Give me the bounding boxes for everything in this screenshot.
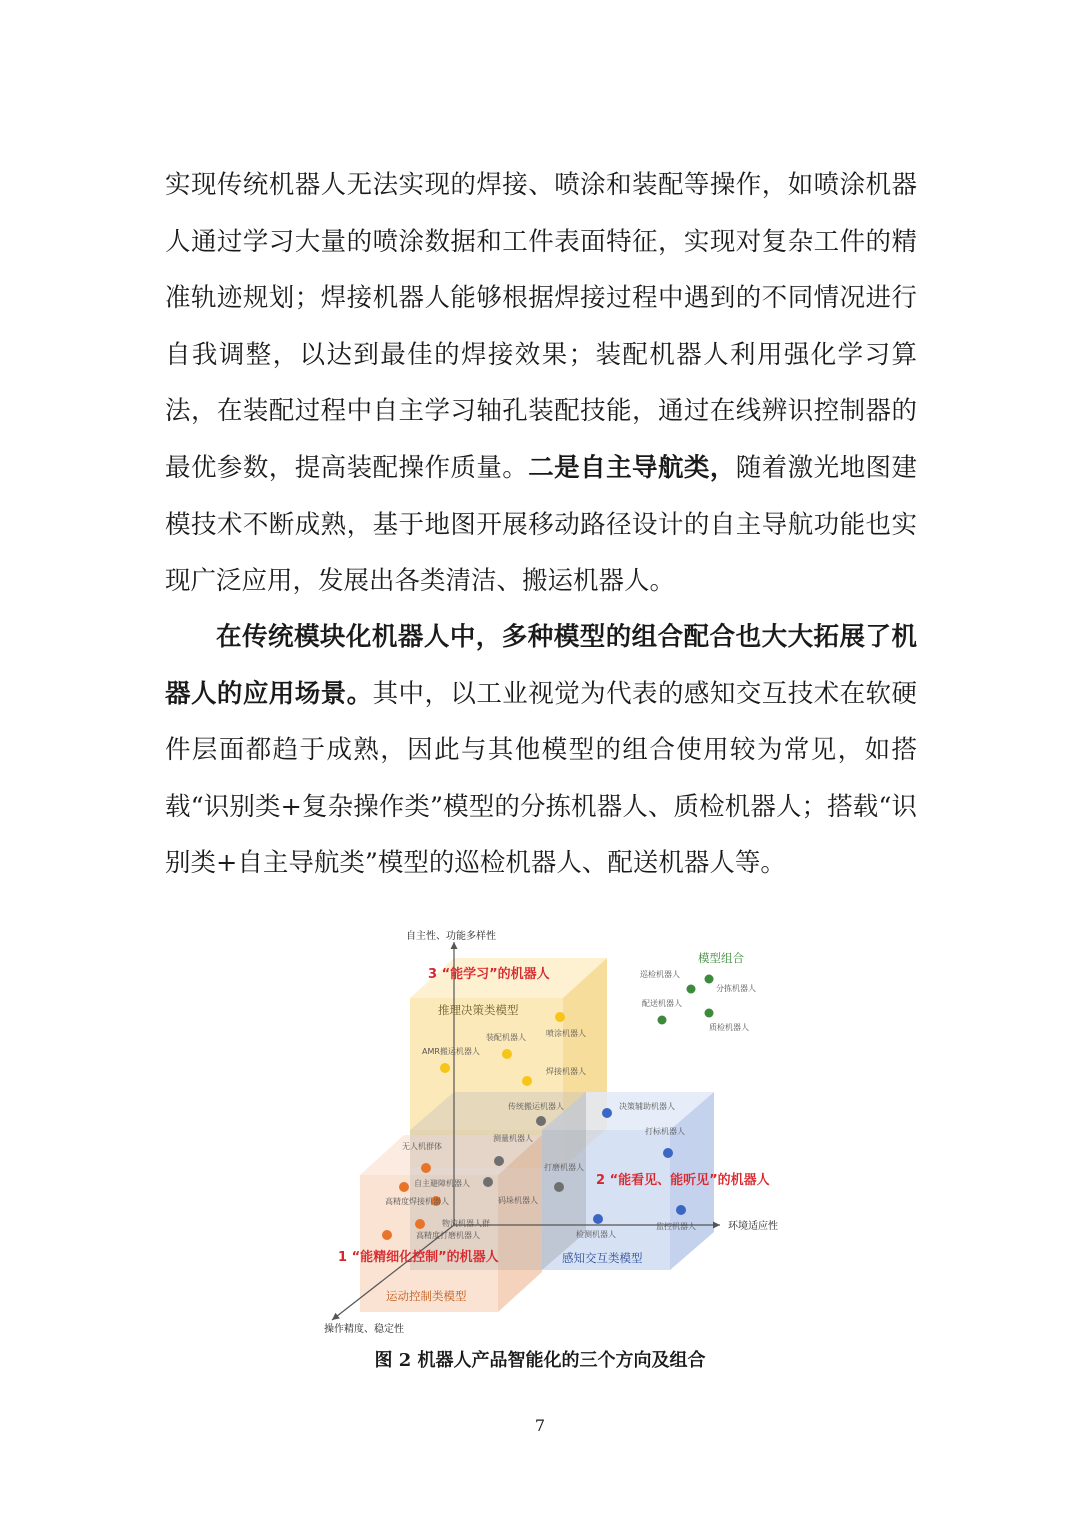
- orange-label: 物流机器人群: [442, 1219, 490, 1228]
- orange-label: 高精度打磨机器人: [416, 1231, 480, 1240]
- body-paragraph-2: [165, 609, 917, 892]
- horizontal-axis-label: 环境适应性: [728, 1221, 778, 1232]
- green-point: [687, 985, 696, 994]
- gray-label: 测量机器人: [493, 1134, 533, 1143]
- blue-label: 监控机器人: [656, 1222, 696, 1231]
- green-label: 分拣机器人: [716, 984, 756, 993]
- green-label: 配送机器人: [642, 999, 682, 1008]
- yellow-label: 焊接机器人: [546, 1067, 586, 1076]
- green-label: 巡检机器人: [640, 970, 680, 979]
- paragraph-2-bold: 在传统模块化机器人中，多种模型的组合配合也大大拓展了机器人的应用场景。: [165, 622, 917, 709]
- box-2-title: 2 “能看见、能听见”的机器人: [596, 1173, 770, 1188]
- paragraph-1-text: 实现传统机器人无法实现的焊接、喷涂和装配等操作，如喷涂机器人通过学习大量的喷涂数据和工件表面特征，实现对复杂工件的精准轨迹规划；焊接机器人能够根据焊接过程中遇到的不同情况进行自我调整，以达到最佳的焊接效果；装配机器人利用强化学习算法，在装配过程中自主学习轴孔装配技能，通过在线辨识控制器的最优参数，提高装配操作质量。: [165, 170, 917, 483]
- green-points: [640, 969, 756, 1032]
- green-label: 质检机器人: [709, 1023, 749, 1032]
- yellow-label: AMR搬运机器人: [422, 1047, 480, 1056]
- paragraph-1-text-end: 随着激光地图建模技术不断成熟，基于地图开展移动路径设计的自主导航功能也实现广泛应用，发展出各类清洁、搬运机器人。: [165, 452, 917, 597]
- yellow-point: [555, 1012, 565, 1022]
- gray-point: [494, 1156, 504, 1166]
- gray-label: 传统搬运机器人: [508, 1102, 564, 1111]
- box-1-model: 运动控制类模型: [386, 1289, 467, 1303]
- figure-caption: 图 2 机器人产品智能化的三个方向及组合: [374, 1350, 706, 1371]
- green-point: [658, 1016, 667, 1025]
- robot-intelligence-diagram: [300, 920, 810, 1340]
- combo-title: 模型组合: [698, 951, 744, 965]
- vertical-axis-label: 自主性、功能多样性: [406, 931, 496, 942]
- box-2-model: 感知交互类模型: [562, 1251, 643, 1265]
- blue-label: 决策辅助机器人: [619, 1102, 675, 1111]
- gray-point: [483, 1177, 493, 1187]
- gray-point: [536, 1116, 546, 1126]
- green-point: [705, 1009, 714, 1018]
- paragraph-2-text: 其中，以工业视觉为代表的感知交互技术在软硬件层面都趋于成熟，因此与其他模型的组合使用较为常见，如搭载“识别类+复杂操作类”模型的分拣机器人、质检机器人；搭载“识别类+自主导航类”模型的巡检机器人、配送机器人等。: [165, 678, 917, 879]
- box-3-model: 推理决策类模型: [438, 1003, 519, 1017]
- orange-label: 自主避障机器人: [414, 1179, 470, 1188]
- orange-point: [382, 1230, 392, 1240]
- gray-point: [554, 1182, 564, 1192]
- orange-point: [421, 1163, 431, 1173]
- body-paragraph-1: [165, 157, 917, 610]
- orange-point: [415, 1219, 425, 1229]
- page-number: 7: [534, 1416, 546, 1435]
- blue-label: 检测机器人: [576, 1230, 616, 1239]
- blue-point: [663, 1148, 673, 1158]
- orange-point: [399, 1182, 409, 1192]
- orange-label: 无人机群体: [402, 1142, 442, 1151]
- blue-point: [676, 1205, 686, 1215]
- blue-label: 打标机器人: [645, 1127, 685, 1136]
- yellow-point: [502, 1049, 512, 1059]
- depth-axis-label: 操作精度、稳定性: [324, 1324, 404, 1335]
- gray-label: 码垛机器人: [498, 1196, 538, 1205]
- orange-label: 高精度焊接机器人: [385, 1197, 449, 1206]
- paragraph-1-bold: 二是自主导航类，: [528, 452, 736, 483]
- yellow-label: 装配机器人: [486, 1033, 526, 1042]
- yellow-point: [440, 1063, 450, 1073]
- box-3-title: 3 “能学习”的机器人: [428, 967, 550, 982]
- blue-point: [602, 1108, 612, 1118]
- blue-point: [593, 1214, 603, 1224]
- yellow-point: [522, 1076, 532, 1086]
- gray-label: 打磨机器人: [544, 1163, 584, 1172]
- box-1-title: 1 “能精细化控制”的机器人: [338, 1250, 499, 1265]
- yellow-label: 喷涂机器人: [546, 1029, 586, 1038]
- green-point: [705, 975, 714, 984]
